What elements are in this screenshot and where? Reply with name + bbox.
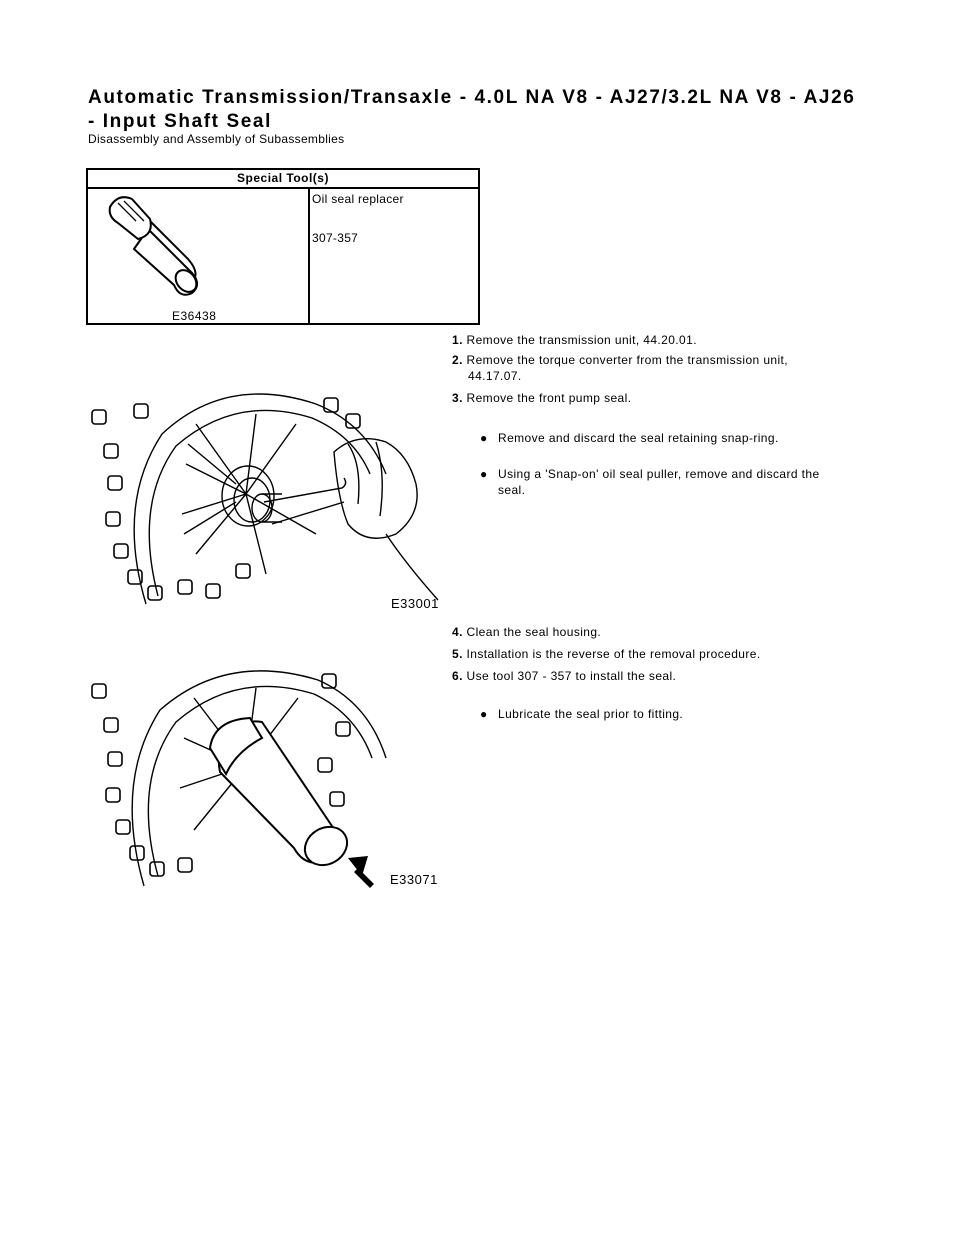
- seal-installation-illustration: [86, 662, 450, 892]
- removal-figure-code: E33001: [391, 596, 439, 611]
- title-line-2: - Input Shaft Seal: [88, 111, 272, 132]
- step-text: Remove the torque converter from the transmission unit,: [466, 353, 789, 367]
- step-text: Remove the transmission unit, 44.20.01.: [466, 333, 697, 347]
- procedure-steps: [452, 0, 922, 1242]
- step-number: 4.: [452, 625, 463, 639]
- page-subtitle: Disassembly and Assembly of Subassemblies: [88, 132, 345, 146]
- step-text: Clean the seal housing.: [466, 625, 602, 639]
- bullet-text: Using a 'Snap-on' oil seal puller, remove and discard the: [498, 467, 820, 481]
- install-figure: [86, 662, 450, 892]
- oil-seal-replacer-illustration: [88, 189, 308, 325]
- step-3: [452, 390, 922, 406]
- bullet-icon: ●: [480, 431, 488, 445]
- special-tools-heading: Special Tool(s): [88, 170, 478, 189]
- step-text: Use tool 307 - 357 to install the seal.: [466, 669, 677, 683]
- tool-image-code: E36438: [172, 309, 217, 323]
- step-number: 3.: [452, 391, 463, 405]
- bullet-text-continued: seal.: [498, 483, 526, 497]
- seal-removal-illustration: [86, 384, 450, 614]
- tool-image-cell: [88, 189, 310, 323]
- special-tools-table: [86, 168, 480, 325]
- step-number: 1.: [452, 333, 463, 347]
- step-5: [452, 646, 922, 662]
- bullet-text: Lubricate the seal prior to fitting.: [498, 707, 684, 721]
- step-6: [452, 668, 922, 684]
- bullet-item: [480, 466, 920, 498]
- step-4: [452, 624, 922, 640]
- tool-description: Oil seal replacer: [312, 192, 404, 206]
- bullet-icon: ●: [480, 707, 488, 721]
- step-number: 6.: [452, 669, 463, 683]
- step-number: 2.: [452, 353, 463, 367]
- bullet-icon: ●: [480, 467, 488, 481]
- bullet-item: [480, 706, 920, 722]
- removal-figure: [86, 384, 450, 614]
- bullet-text: Remove and discard the seal retaining snap-ring.: [498, 431, 779, 445]
- install-figure-code: E33071: [390, 872, 438, 887]
- tool-number: 307-357: [312, 231, 359, 245]
- bullet-item: [480, 430, 920, 446]
- step-2: [452, 352, 922, 384]
- step-text: Installation is the reverse of the removal procedure.: [466, 647, 761, 661]
- title-line-1: Automatic Transmission/Transaxle - 4.0L NA V8 - AJ27/3.2L NA V8 - AJ26: [88, 87, 856, 108]
- special-tools-row: [88, 189, 478, 323]
- step-text-continued: 44.17.07.: [468, 369, 522, 383]
- step-1: [452, 332, 922, 348]
- step-text: Remove the front pump seal.: [466, 391, 632, 405]
- step-number: 5.: [452, 647, 463, 661]
